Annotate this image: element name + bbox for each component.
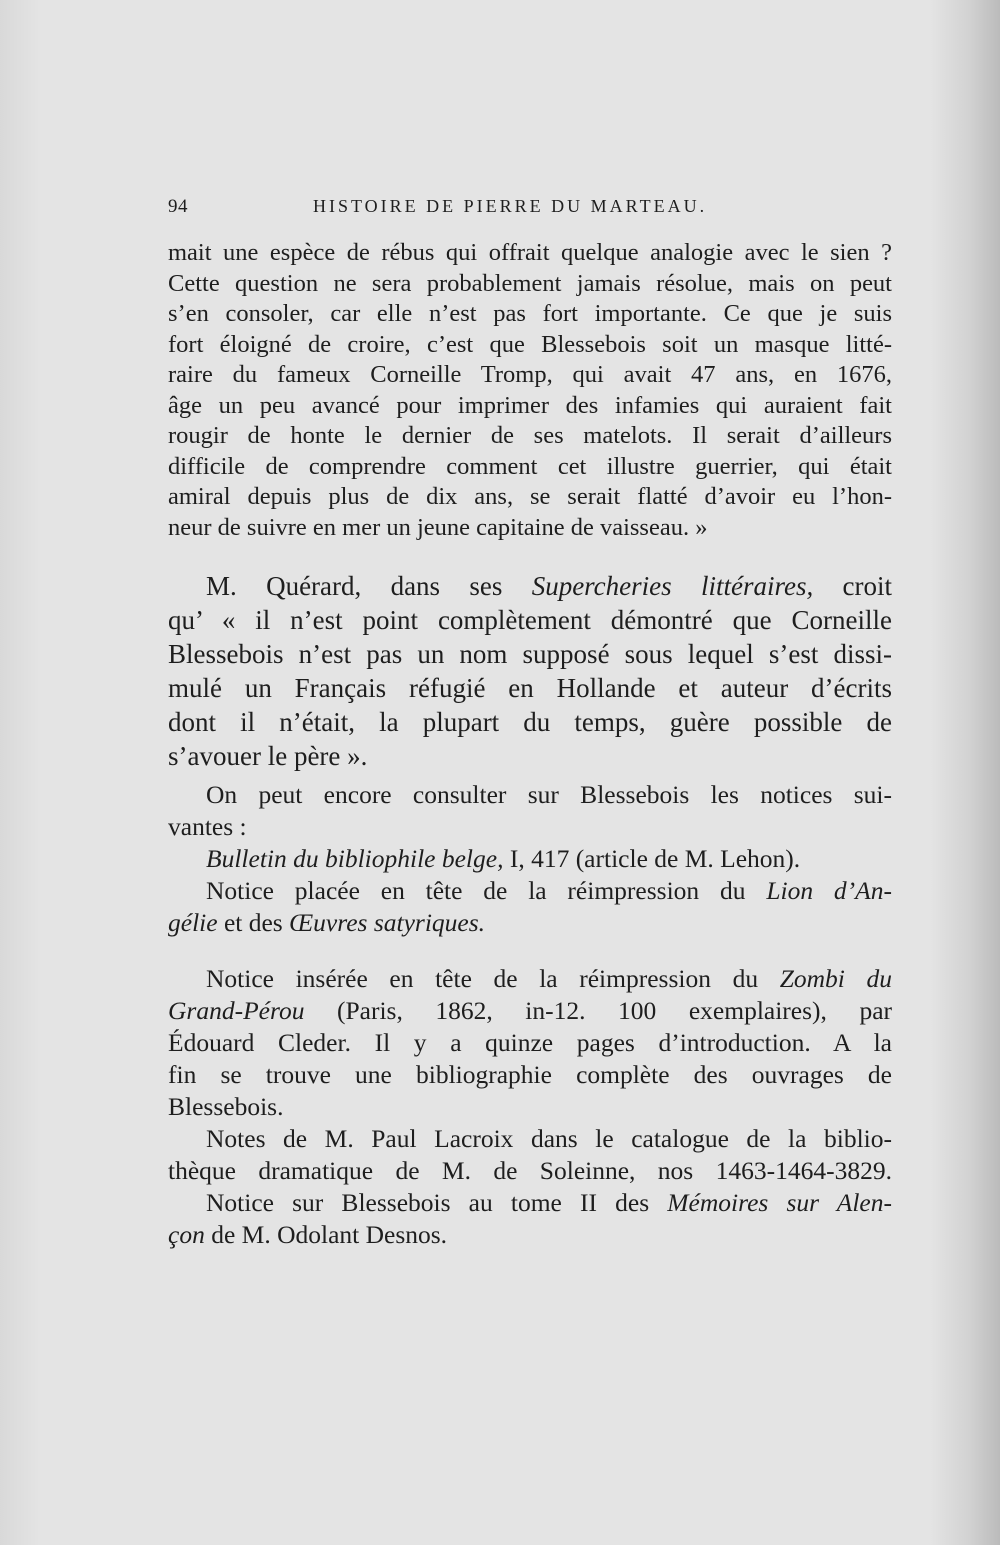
- text-line: vantes :: [168, 812, 247, 841]
- text-line: rougir de honte le dernier de ses matelots. Il serait d’ailleurs: [168, 422, 892, 449]
- text-line: Blessebois.: [168, 1092, 284, 1121]
- text-run: Notice placée en tête de la réimpression du: [206, 876, 767, 905]
- book-title-zombi-cont: Grand-Pérou: [168, 996, 305, 1025]
- notice-zombi: [168, 963, 892, 995]
- book-title-bulletin: Bulletin du bibliophile belge,: [206, 844, 504, 873]
- text-line: Cette question ne sera probablement jamais résolue, mais on peut: [168, 269, 892, 297]
- book-title-lion: Lion d’An-: [766, 876, 892, 905]
- text-line: difficile de comprendre comment cet illustre guerrier, qui était: [168, 452, 892, 480]
- page-number: 94: [168, 196, 188, 217]
- text-line: mulé un Français réfugié en Hollande et auteur d’écrits: [168, 673, 892, 703]
- text-line: fin se trouve une bibliographie complète des ouvrages de: [168, 1060, 892, 1089]
- text-line: [168, 995, 892, 1027]
- text-line: thèque dramatique de M. de Soleinne, nos 1463-1464-3829.: [168, 1156, 892, 1185]
- text-run: (Paris, 1862, in-12. 100 exemplaires), par: [304, 996, 892, 1025]
- paragraph-querard: [168, 569, 892, 773]
- notice-lion: [168, 875, 892, 907]
- text-line: [168, 569, 892, 603]
- text-run: et des: [217, 908, 290, 937]
- paragraph-spacer: [168, 543, 892, 569]
- text-line: âge un peu avancé pour imprimer des infamies qui auraient fait: [168, 391, 892, 419]
- page-edge-shadow-right: [930, 0, 1000, 1545]
- text-line: [168, 1219, 892, 1251]
- text-run: de M. Odolant Desnos.: [204, 1220, 448, 1249]
- text-run: M. Quérard, dans ses: [206, 571, 532, 601]
- text-run: croit: [813, 571, 892, 601]
- book-title-oeuvres: Œuvres satyriques.: [289, 908, 486, 937]
- text-run: I, 417 (article de M. Lehon).: [503, 844, 801, 873]
- page-edge-shadow-left: [0, 0, 40, 1545]
- text-line: neur de suivre en mer un jeune capitaine de vaisseau. »: [168, 513, 708, 541]
- book-title-lion-cont: gélie: [168, 908, 218, 937]
- text-line: fort éloigné de croire, c’est que Blessebois soit un masque litté-: [168, 330, 892, 358]
- text-line: raire du fameux Corneille Tromp, qui avait 47 ans, en 1676,: [168, 361, 892, 388]
- text-line: On peut encore consulter sur Blessebois les notices sui-: [206, 780, 892, 809]
- running-head-title: HISTOIRE DE PIERRE DU MARTEAU.: [313, 196, 708, 216]
- text-run: Notice sur Blessebois au tome II des: [206, 1188, 668, 1217]
- book-title-memoires-cont: çon: [168, 1220, 205, 1249]
- text-line: dont il n’était, la plupart du temps, guère possible de: [168, 707, 892, 737]
- text-line: [168, 907, 892, 939]
- text-line: s’en consoler, car elle n’est pas fort importante. Ce que je suis: [168, 300, 892, 327]
- text-line: qu’ « il n’est point complètement démontré que Corneille: [168, 605, 892, 635]
- text-line: Édouard Cleder. Il y a quinze pages d’introduction. A la: [168, 1028, 892, 1057]
- paragraph-continued: [168, 238, 892, 543]
- notice-alencon: [168, 1187, 892, 1219]
- notice-bulletin: [168, 843, 892, 875]
- text-line: Blessebois n’est pas un nom supposé sous lequel s’est dissi-: [168, 639, 892, 669]
- text-line: mait une espèce de rébus qui offrait quelque analogie avec le sien ?: [168, 239, 892, 266]
- book-title-zombi: Zombi du: [779, 964, 892, 993]
- running-head: [168, 196, 892, 226]
- text-line: amiral depuis plus de dix ans, se serait flatté d’avoir eu l’hon-: [168, 483, 892, 510]
- paragraph-notices: [168, 779, 892, 1251]
- notice-lacroix: Notes de M. Paul Lacroix dans le catalogue de la biblio-: [206, 1124, 892, 1153]
- book-title-supercheries: Supercheries littéraires,: [531, 571, 814, 601]
- text-run: Notice insérée en tête de la réimpression du: [206, 964, 780, 993]
- page-body: [168, 238, 892, 1251]
- paragraph-spacer: [168, 939, 892, 963]
- text-line: s’avouer le père ».: [168, 741, 368, 771]
- book-title-memoires: Mémoires sur Alen-: [667, 1188, 892, 1217]
